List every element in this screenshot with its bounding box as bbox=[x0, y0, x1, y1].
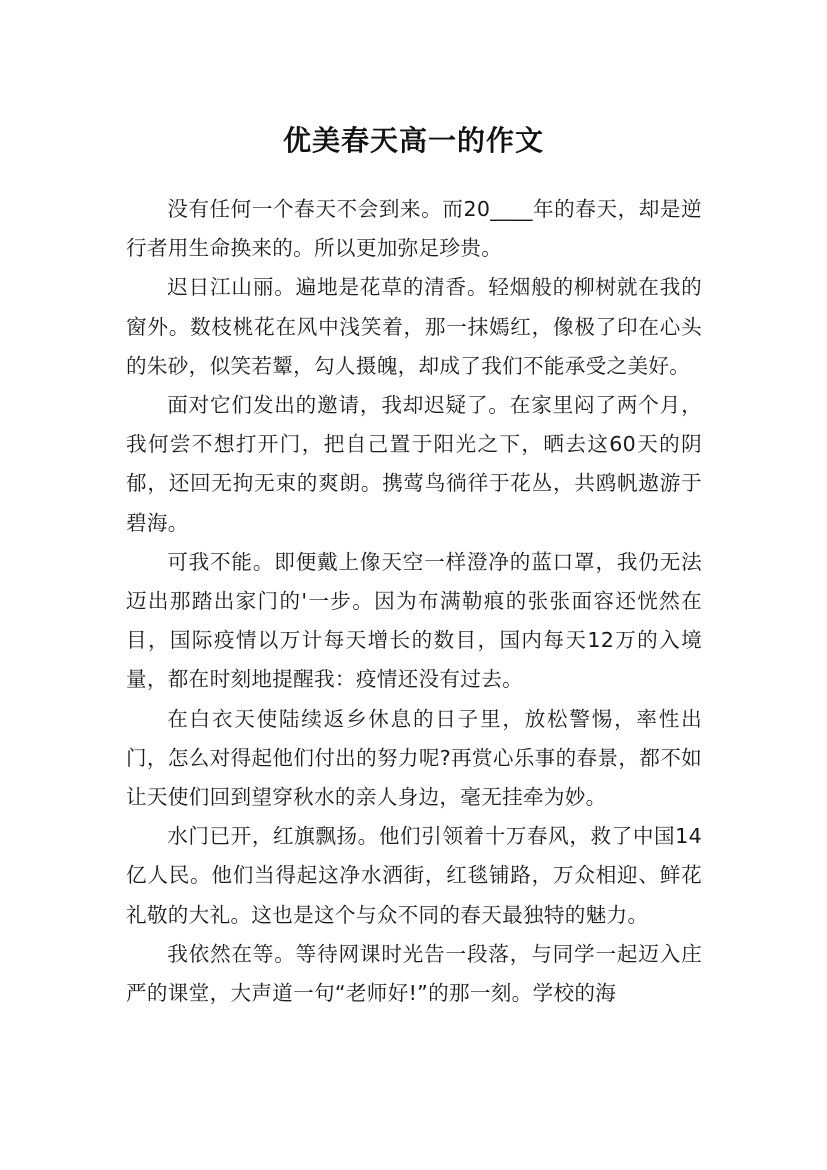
paragraph: 在白衣天使陆续返乡休息的日子里，放松警惕，率性出门，怎么对得起他们付出的努力呢?再赏心乐事的春景，都不如让天使们回到望穿秋水的亲人身边，毫无挂牵为妙。 bbox=[126, 706, 702, 810]
document-title: 优美春天高一的作文 bbox=[282, 123, 544, 157]
paragraph: 面对它们发出的邀请，我却迟疑了。在家里闷了两个月，我何尝不想打开门，把自己置于阳光之下，晒去这60天的阴郁，还回无拘无束的爽朗。携莺鸟徜徉于花丛，共鸥帆遨游于碧海。 bbox=[126, 393, 702, 535]
paragraph: 没有任何一个春天不会到来。而20____年的春天，却是逆行者用生命换来的。所以更加弥足珍贵。 bbox=[126, 197, 702, 261]
paragraph: 水门已开，红旗飘扬。他们引领着十万春风，救了中国14亿人民。他们当得起这净水洒街，红毯铺路，万众相迎、鲜花礼敬的大礼。这也是这个与众不同的春天最独特的魅力。 bbox=[126, 824, 702, 927]
paragraph: 迟日江山丽。遍地是花草的清香。轻烟般的柳树就在我的窗外。数枝桃花在风中浅笑着，那一抹嫣红，像极了印在心头的朱砂，似笑若颦，勾人摄魄，却成了我们不能承受之美好。 bbox=[126, 275, 702, 378]
paragraph: 我依然在等。等待网课时光告一段落，与同学一起迈入庄严的课堂，大声道一句“老师好!”的那一刻。学校的海 bbox=[126, 941, 702, 1006]
paragraph: 可我不能。即便戴上像天空一样澄净的蓝口罩，我仍无法迈出那踏出家门的'一步。因为布满勒痕的张张面容还恍然在目，国际疫情以万计每天增长的数目，国内每天12万的入境量，都在时刻地提醒我：疫情还没有过去。 bbox=[126, 549, 702, 692]
document-body bbox=[126, 190, 702, 1013]
